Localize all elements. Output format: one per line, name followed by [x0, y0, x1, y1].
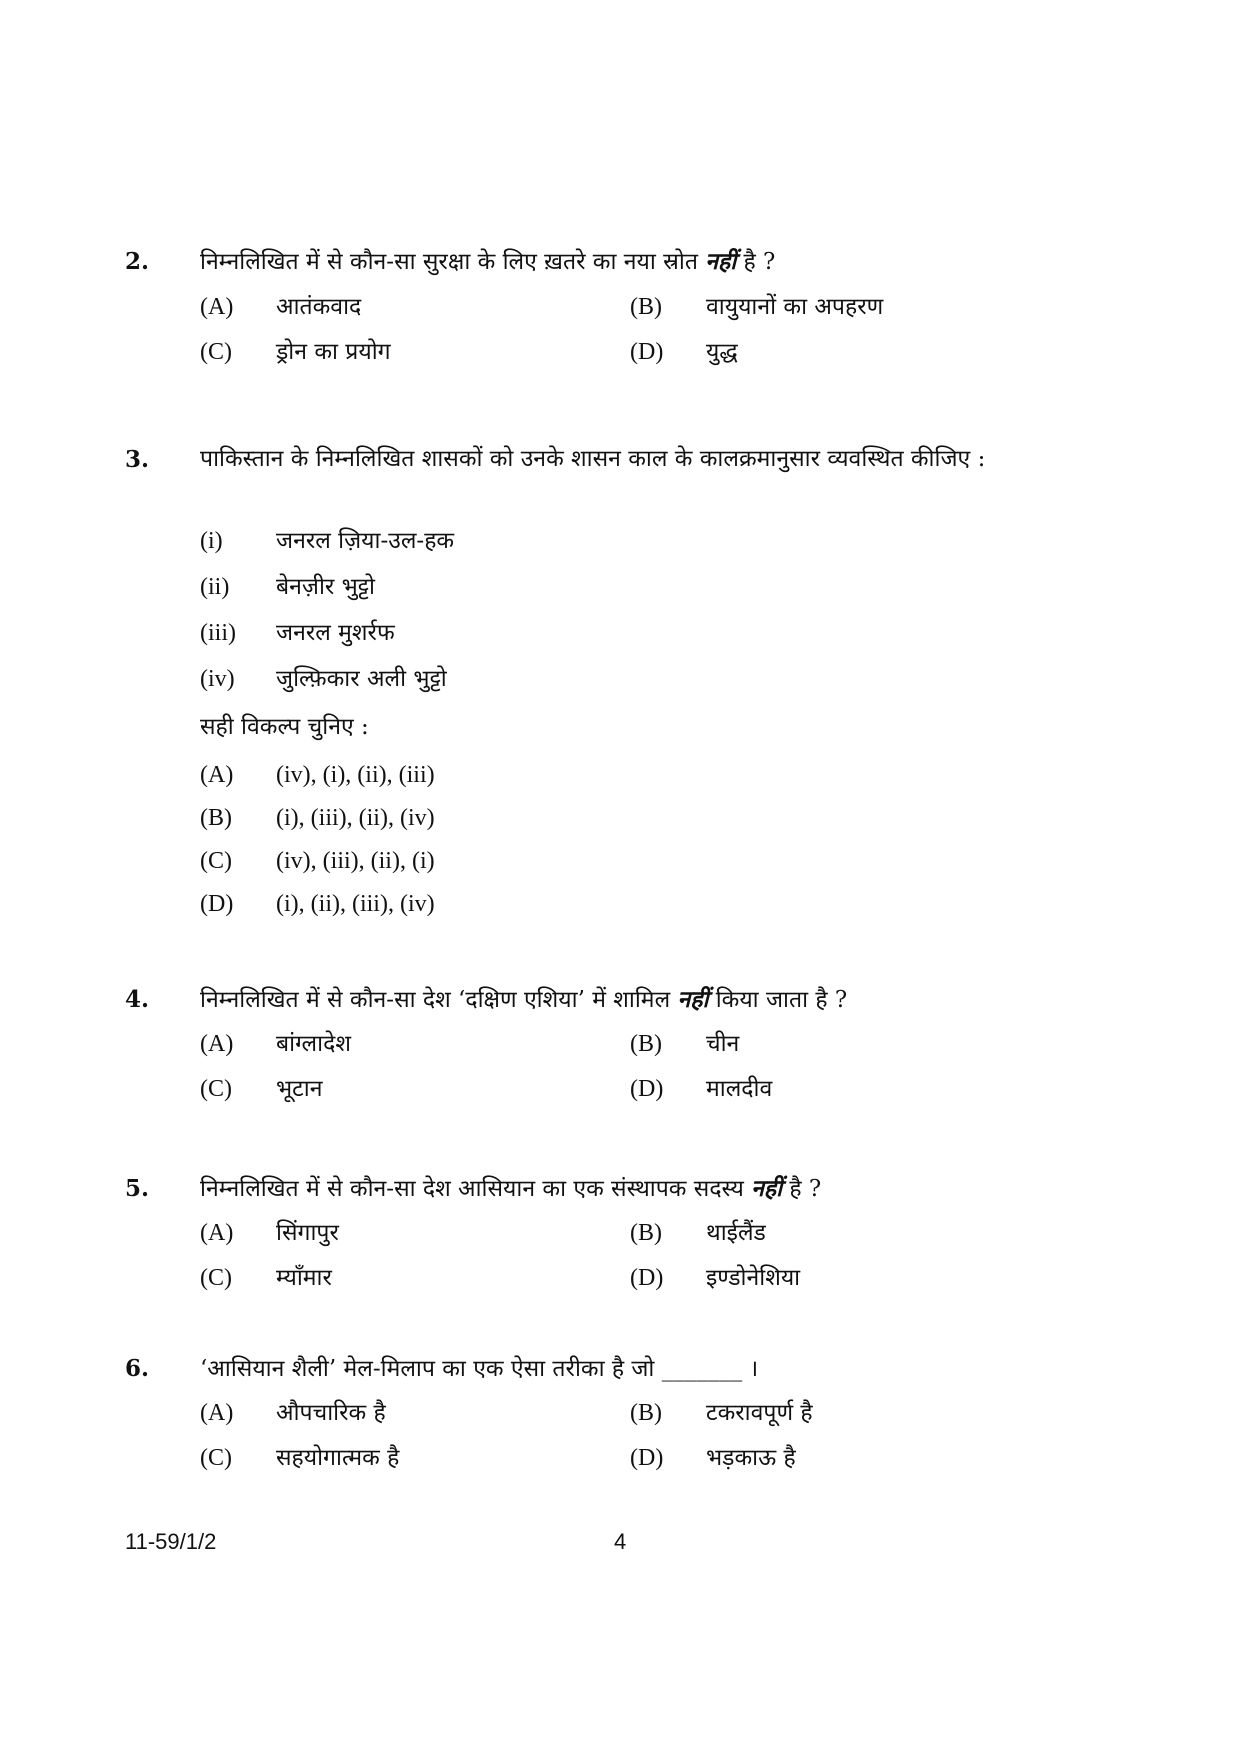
question-number: 5. — [125, 1175, 150, 1202]
option-a: (A) औपचारिक है — [200, 1400, 386, 1426]
option-b: (B) टकरावपूर्ण है — [630, 1400, 813, 1426]
option-a: (A) सिंगापुर — [200, 1220, 339, 1246]
question-text: ‘आसियान शैली’ मेल-मिलाप का एक ऐसा तरीका है जो _______ । — [200, 1356, 759, 1382]
option-a: (A) बांग्लादेश — [200, 1031, 351, 1057]
emphasis-word: नहीं — [705, 248, 737, 275]
option-c: (C) भूटान — [200, 1076, 323, 1102]
option-d: (D) भड़काऊ है — [630, 1445, 796, 1471]
option-c: (C) म्याँमार — [200, 1265, 332, 1291]
emphasis-word: नहीं — [751, 1175, 783, 1202]
option-a: (A) (iv), (i), (ii), (iii) — [200, 762, 435, 788]
question-number: 3. — [125, 446, 150, 473]
question-number: 4. — [125, 986, 150, 1013]
question-number: 2. — [125, 248, 150, 275]
question-text: निम्नलिखित में से कौन-सा देश ‘दक्षिण एशिया’ में शामिल नहीं किया जाता है ? — [200, 986, 848, 1013]
option-c: (C) ड्रोन का प्रयोग — [200, 339, 391, 365]
option-d: (D) युद्ध — [630, 339, 738, 365]
list-item-iii: (iii) जनरल मुशर्रफ — [200, 620, 395, 646]
page-number: 4 — [614, 1529, 627, 1554]
emphasis-word: नहीं — [677, 986, 709, 1013]
option-b: (B) थाईलैंड — [630, 1220, 766, 1246]
question-number: 6. — [125, 1355, 150, 1382]
option-d: (D) मालदीव — [630, 1076, 773, 1102]
question-text: निम्नलिखित में से कौन-सा देश आसियान का एक संस्थापक सदस्य नहीं है ? — [200, 1175, 822, 1202]
option-b: (B) (i), (iii), (ii), (iv) — [200, 805, 435, 831]
list-item-iv: (iv) जुल्फ़िकार अली भुट्टो — [200, 666, 447, 692]
option-a: (A) आतंकवाद — [200, 294, 362, 320]
paper-code: 11-59/1/2 — [125, 1529, 217, 1554]
option-b: (B) चीन — [630, 1031, 740, 1057]
instruction-text: सही विकल्प चुनिए : — [200, 714, 369, 740]
question-text: निम्नलिखित में से कौन-सा सुरक्षा के लिए ख़तरे का नया स्रोत नहीं है ? — [200, 248, 776, 275]
option-d: (D) इण्डोनेशिया — [630, 1265, 801, 1291]
list-item-i: (i) जनरल ज़िया-उल-हक — [200, 528, 455, 554]
option-d: (D) (i), (ii), (iii), (iv) — [200, 891, 435, 917]
option-c: (C) (iv), (iii), (ii), (i) — [200, 848, 435, 874]
list-item-ii: (ii) बेनज़ीर भुट्टो — [200, 574, 376, 600]
option-b: (B) वायुयानों का अपहरण — [630, 294, 884, 320]
option-c: (C) सहयोगात्मक है — [200, 1445, 400, 1471]
question-text: पाकिस्तान के निम्नलिखित शासकों को उनके शासन काल के कालक्रमानुसार व्यवस्थित कीजिए : — [200, 446, 986, 472]
